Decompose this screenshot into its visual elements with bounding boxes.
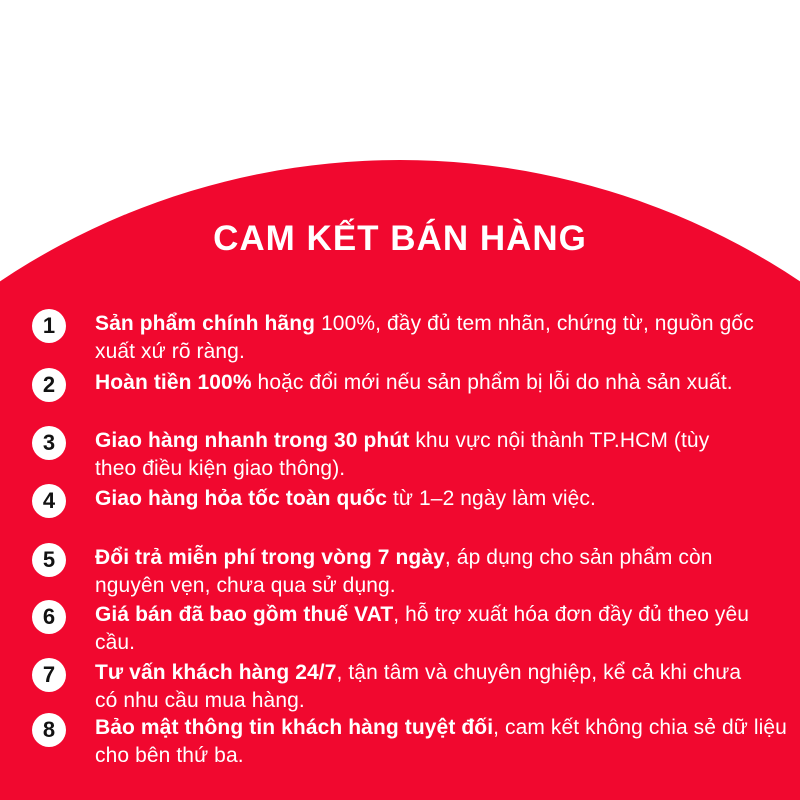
item-number-badge xyxy=(32,543,66,577)
item-number: 4 xyxy=(42,488,56,513)
item-text-rest: khu vực nội thành TP.HCM (tùy theo điều kiện giao thông). xyxy=(95,429,710,480)
item-text xyxy=(95,424,715,483)
item-number: 7 xyxy=(42,662,56,687)
commitment-item-5 xyxy=(32,541,740,600)
item-number-badge xyxy=(32,600,66,634)
commitment-item-6 xyxy=(32,598,775,657)
item-text xyxy=(95,598,775,657)
item-number: 6 xyxy=(42,604,56,629)
commitment-item-2 xyxy=(32,366,795,402)
item-number-badge xyxy=(32,426,66,460)
item-text-rest: , tận tâm và chuyên nghiệp, kể cả khi chưa có nhu cầu mua hàng. xyxy=(95,661,742,712)
item-text-rest: , hỗ trợ xuất hóa đơn đầy đủ theo yêu cầu. xyxy=(95,603,750,654)
item-number: 2 xyxy=(42,372,56,397)
item-number: 1 xyxy=(42,313,56,338)
item-text xyxy=(95,307,785,366)
item-text xyxy=(95,541,740,600)
item-text-rest: từ 1–2 ngày làm việc. xyxy=(387,487,596,510)
item-text-bold: Hoàn tiền 100% xyxy=(95,371,252,394)
poster-title: CAM KẾT BÁN HÀNG xyxy=(213,219,587,258)
item-number: 5 xyxy=(42,547,56,572)
item-text-bold: Bảo mật thông tin khách hàng tuyệt đối xyxy=(95,716,494,739)
commitment-item-3 xyxy=(32,424,715,483)
item-number-badge xyxy=(32,713,66,747)
item-text xyxy=(95,366,795,397)
commitment-item-1 xyxy=(32,307,785,366)
item-text-bold: Tư vấn khách hàng 24/7 xyxy=(95,661,337,684)
item-text-bold: Giao hàng hỏa tốc toàn quốc xyxy=(95,487,388,510)
item-text-rest: , cam kết không chia sẻ dữ liệu cho bên thứ ba. xyxy=(95,716,787,767)
item-text-rest: , áp dụng cho sản phẩm còn nguyên vẹn, chưa qua sử dụng. xyxy=(95,546,713,597)
item-number-badge xyxy=(32,309,66,343)
item-text xyxy=(95,711,790,770)
commitment-item-7 xyxy=(32,656,755,715)
item-number: 3 xyxy=(42,430,56,455)
commitment-item-4 xyxy=(32,482,795,518)
item-text-rest: 100%, đầy đủ tem nhãn, chứng từ, nguồn gốc xuất xứ rõ ràng. xyxy=(95,312,754,363)
item-text xyxy=(95,656,755,715)
item-text-bold: Sản phẩm chính hãng xyxy=(95,312,316,335)
item-text-bold: Đổi trả miễn phí trong vòng 7 ngày xyxy=(95,546,445,569)
item-number-badge xyxy=(32,484,66,518)
item-number: 8 xyxy=(42,717,56,742)
item-text-bold: Giá bán đã bao gồm thuế VAT xyxy=(95,603,394,626)
item-text-bold: Giao hàng nhanh trong 30 phút xyxy=(95,429,410,452)
item-number-badge xyxy=(32,368,66,402)
commitment-item-8 xyxy=(32,711,790,770)
item-number-badge xyxy=(32,658,66,692)
item-text-rest: hoặc đổi mới nếu sản phẩm bị lỗi do nhà sản xuất. xyxy=(251,371,733,394)
item-text xyxy=(95,482,795,513)
